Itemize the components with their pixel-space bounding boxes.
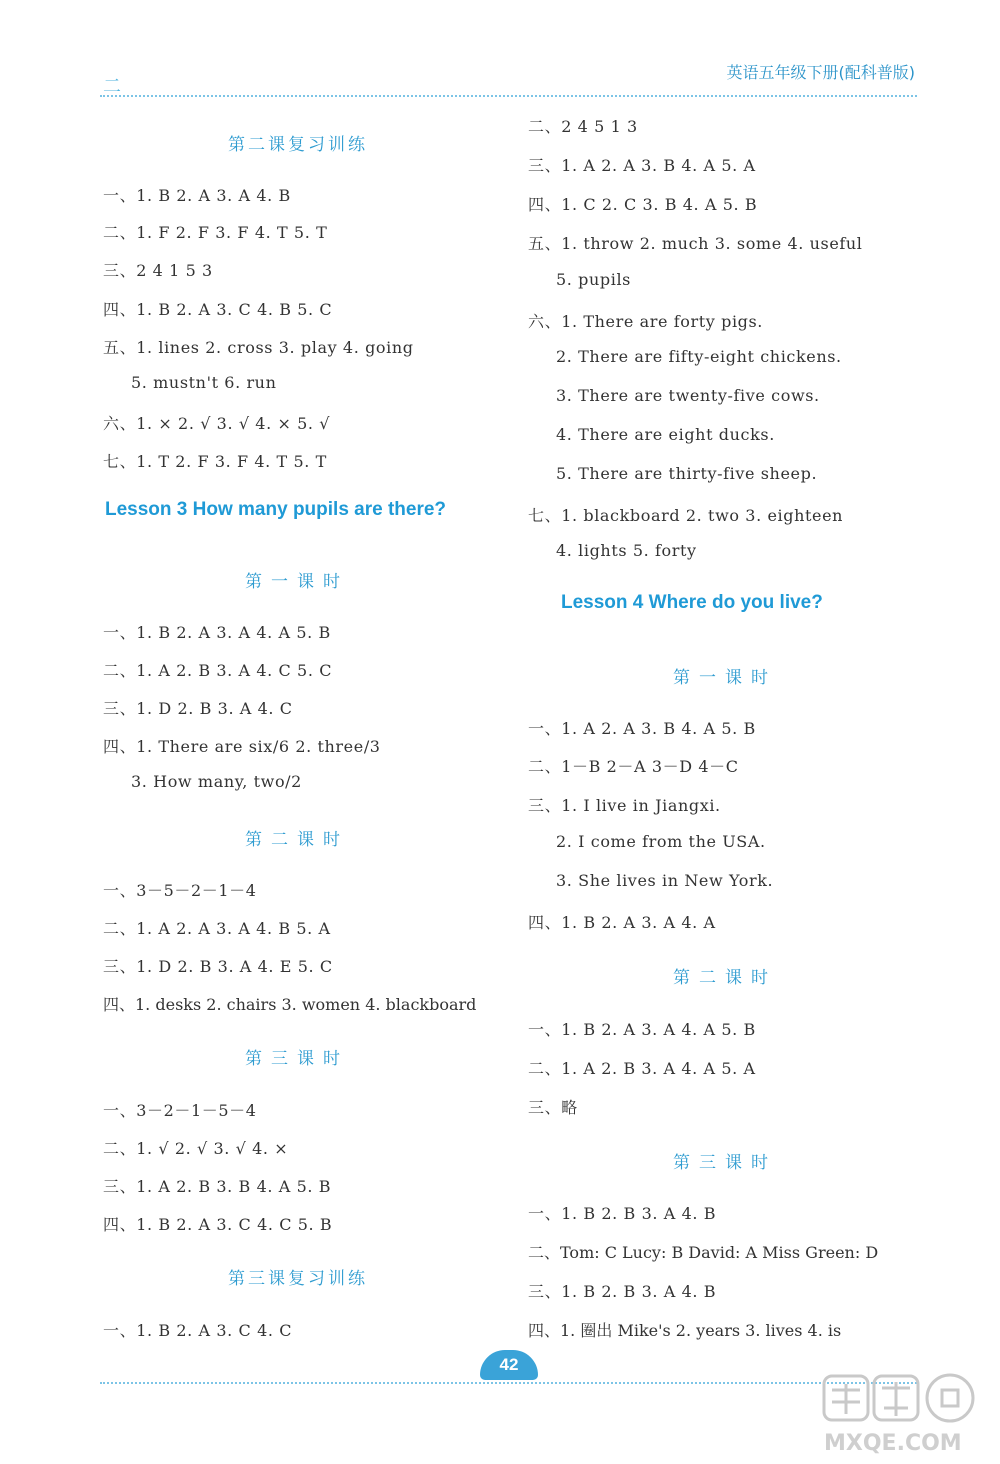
answer-line: 3. There are twenty-five cows. [556,386,820,405]
answer-line: 七、1. blackboard 2. two 3. eighteen [528,506,844,525]
answer-line: 3. She lives in New York. [556,871,774,890]
answer-line: 二、1. F 2. F 3. F 4. T 5. T [103,223,328,242]
answer-line: 2. There are fifty-eight chickens. [556,347,842,366]
answer-line: 一、1. B 2. B 3. A 4. B [528,1204,717,1223]
answer-line: 一、1. A 2. A 3. B 4. A 5. B [528,719,756,738]
heading-period-1: 第一课时 [673,668,777,688]
answer-line: 四、1. There are six/6 2. three/3 [103,737,381,756]
answer-line: 二、1. A 2. B 3. A 4. C 5. C [103,661,333,680]
answer-line: 二、2 4 5 1 3 [528,117,638,136]
header-logo-mark: 二 [103,76,121,97]
answer-line: 一、3－5－2－1－4 [103,881,257,900]
answer-line: 六、1. There are forty pigs. [528,312,763,331]
answer-line: 二、1. A 2. A 3. A 4. B 5. A [103,919,331,938]
answer-line: 四、1. desks 2. chairs 3. women 4. blackboard [103,995,477,1014]
answer-line: 四、1. B 2. A 3. A 4. A [528,913,716,932]
header-title: 英语五年级下册(配科普版) [726,63,915,82]
heading-lesson3-review: 第三课复习训练 [228,1269,368,1289]
answer-line: 二、Tom: C Lucy: B David: A Miss Green: D [528,1243,879,1262]
answer-line: 二、1. A 2. B 3. A 4. A 5. A [528,1059,756,1078]
answer-line: 4. There are eight ducks. [556,425,775,444]
answer-line: 七、1. T 2. F 3. F 4. T 5. T [103,452,327,471]
lesson-4-title: Lesson 4 Where do you live? [561,592,823,613]
heading-period-2: 第二课时 [673,968,777,988]
watermark-url: MXQE.COM [824,1431,962,1456]
answer-line: 四、1. 圈出 Mike's 2. years 3. lives 4. is [528,1321,842,1340]
answer-line: 五、1. throw 2. much 3. some 4. useful [528,234,863,253]
answer-line: 一、1. B 2. A 3. A 4. A 5. B [103,623,331,642]
answer-line: 四、1. B 2. A 3. C 4. C 5. B [103,1215,333,1234]
footer-rule [100,1382,917,1384]
answer-line: 二、1－B 2－A 3－D 4－C [528,757,739,776]
answer-line: 一、1. B 2. A 3. C 4. C [103,1321,293,1340]
answer-line: 三、2 4 1 5 3 [103,261,213,280]
heading-period-3: 第三课时 [245,1049,349,1069]
answer-line: 5. pupils [556,270,631,289]
answer-line: 2. I come from the USA. [556,832,766,851]
answer-line: 三、1. B 2. B 3. A 4. B [528,1282,717,1301]
answer-line: 一、1. B 2. A 3. A 4. A 5. B [528,1020,756,1039]
answer-line: 3. How many, two/2 [131,772,302,791]
answer-line: 5. mustn't 6. run [131,373,277,392]
heading-period-3: 第三课时 [673,1153,777,1173]
watermark-logo [818,1368,996,1460]
answer-line: 六、1. × 2. √ 3. √ 4. × 5. √ [103,414,331,433]
answer-line: 一、1. B 2. A 3. A 4. B [103,186,291,205]
answer-line: 5. There are thirty-five sheep. [556,464,818,483]
answer-line: 三、1. A 2. B 3. B 4. A 5. B [103,1177,332,1196]
answer-line: 三、1. I live in Jiangxi. [528,796,721,815]
heading-period-1: 第一课时 [245,572,349,592]
page-number: 42 [480,1350,538,1380]
header-rule [100,95,917,97]
answer-line: 三、1. A 2. A 3. B 4. A 5. A [528,156,756,175]
lesson-3-title: Lesson 3 How many pupils are there? [105,499,447,520]
answer-line: 一、3－2－1－5－4 [103,1101,257,1120]
answer-line: 4. lights 5. forty [556,541,697,560]
heading-lesson2-review: 第二课复习训练 [228,135,368,155]
heading-period-2: 第二课时 [245,830,349,850]
answer-line: 三、1. D 2. B 3. A 4. E 5. C [103,957,333,976]
answer-line: 二、1. √ 2. √ 3. √ 4. × [103,1139,289,1158]
answer-line: 四、1. B 2. A 3. C 4. B 5. C [103,300,333,319]
answer-line: 三、1. D 2. B 3. A 4. C [103,699,293,718]
answer-line: 五、1. lines 2. cross 3. play 4. going [103,338,414,357]
answer-line: 三、略 [528,1098,578,1117]
answer-line: 四、1. C 2. C 3. B 4. A 5. B [528,195,758,214]
